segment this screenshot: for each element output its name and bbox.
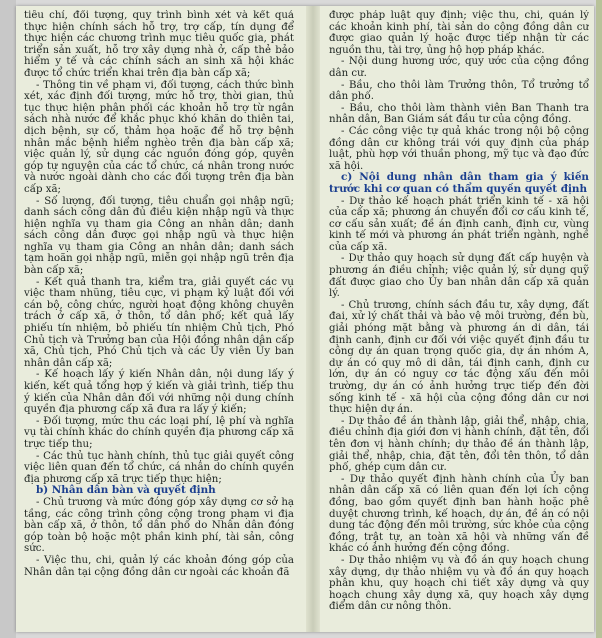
paragraph: - Dự thảo quyết định hành chính của Ủy ban nhân dân cấp xã có liên quan đến lợi ích cộng đồng, bao gồm quyết định ban hành hoặc phê duyệt chương trình, kế hoạch, dự án, đề án có nội dung tác động đến môi trường, sức khỏe của cộng đồng, trật tự, an toàn xã hội và những vấn đề khác có ảnh hưởng đến cộng đồng. [329,473,589,555]
paragraph: - Chủ trương, chính sách đầu tư, xây dựng, đất đai, xử lý chất thải và bảo vệ môi trường, đền bù, giải phóng mặt bằng và phương án di dân, tái định canh, định cư đối với việc quyết định đầu tư công dự án quan trọng quốc gia, dự án nhóm A, dự án có quy mô di dân, tái định canh, định cư lớn, dự án có nguy cơ tác động xấu đến môi trường, dự án có ảnh hưởng trực tiếp đến đời sống kinh tế - xã hội của cộng đồng dân cư nơi thực hiện dự án. [329,299,589,416]
viewer-left-margin [0,0,16,638]
paragraph: - Việc thu, chi, quản lý các khoản đóng góp của Nhân dân tại cộng đồng dân cư ngoài các khoản đã [24,554,294,578]
paragraph: - Bầu, cho thôi làm Trưởng thôn, Tổ trưởng tổ dân phố. [329,79,589,103]
paragraph: - Dự thảo quy hoạch sử dụng đất cấp huyện và phương án điều chỉnh; việc quản lý, sử dụng quỹ đất được giao cho Ủy ban nhân dân cấp xã quản lý. [329,253,589,300]
paragraph: - Số lượng, đối tượng, tiêu chuẩn gọi nhập ngũ; danh sách công dân đủ điều kiện nhập ngũ và thực hiện nghĩa vụ tham gia Công an nhân dân; danh sách công dân được gọi nhập ngũ và thực hiện nghĩa vụ tham gia Công an nhân dân; danh sách tạm hoãn gọi nhập ngũ, miễn gọi nhập ngũ trên địa bàn cấp xã; [24,195,294,277]
paragraph: - Dự thảo nhiệm vụ và đồ án quy hoạch chung xây dựng, dự thảo nhiệm vụ và đồ án quy hoạch phân khu, quy hoạch chi tiết xây dựng và quy hoạch chung xây dựng xã, quy hoạch xây dựng điểm dân cư nông thôn. [329,554,589,613]
paragraph: - Bầu, cho thôi làm thành viên Ban Thanh tra nhân dân, Ban Giám sát đầu tư của cộng đồng. [329,102,589,126]
page-fold [306,6,320,632]
paragraph: tiêu chí, đối tượng, quy trình bình xét và kết quả thực hiện chính sách hỗ trợ, trợ cấp, tín dụng để thực hiện các chương trình mục tiêu quốc gia, phát triển sản xuất, hỗ trợ xây dựng nhà ở, cấp thẻ bảo hiểm y tế và các chính sách an sinh xã hội khác được tổ chức triển khai trên địa bàn cấp xã; [24,10,294,79]
paragraph: - Đối tượng, mức thu các loại phí, lệ phí và nghĩa vụ tài chính khác do chính quyền địa phương cấp xã trực tiếp thu; [24,415,294,450]
paragraph: - Nội dung hương ước, quy ước của cộng đồng dân cư. [329,56,589,79]
section-heading: c) Nội dung nhân dân tham gia ý kiến trước khi cơ quan có thẩm quyền quyết định [329,171,589,195]
paragraph: - Dự thảo kế hoạch phát triển kinh tế - xã hội của cấp xã; phương án chuyển đổi cơ cấu kinh tế, cơ cấu sản xuất; đề án định canh, định cư, vùng kinh tế mới và phương án phát triển ngành, nghề của cấp xã. [329,195,589,253]
paragraph: - Chủ trương và mức đóng góp xây dựng cơ sở hạ tầng, các công trình công cộng trong phạm vi địa bàn cấp xã, ở thôn, tổ dân phố do Nhân dân đóng góp toàn bộ hoặc một phần kinh phí, tài sản, công sức. [24,496,294,555]
paragraph: được pháp luật quy định; việc thu, chi, quản lý các khoản kinh phí, tài sản do cộng đồng dân cư được giao quản lý hoặc được tiếp nhận từ các nguồn thu, tài trợ, ủng hộ hợp pháp khác. [329,10,589,56]
left-column [24,10,294,626]
paragraph: - Thông tin về phạm vi, đối tượng, cách thức bình xét, xác định đối tượng, mức hỗ trợ, thời gian, thủ tục thực hiện phân phối các khoản hỗ trợ từ ngân sách nhà nước để khắc phục khó khăn do thiên tai, dịch bệnh, sự cố, thảm họa hoặc để hỗ trợ bệnh nhân mắc bệnh hiểm nghèo trên địa bàn cấp xã; việc quản lý, sử dụng các nguồn đóng góp, quyên góp tự nguyện của các tổ chức, cá nhân trong nước và nước ngoài dành cho các đối tượng trên địa bàn cấp xã; [24,79,294,195]
paragraph: - Kết quả thanh tra, kiểm tra, giải quyết các vụ việc tham nhũng, tiêu cực, vi phạm kỷ luật đối với cán bộ, công chức, người hoạt động không chuyên trách ở cấp xã, ở thôn, tổ dân phố; kết quả lấy phiếu tín nhiệm, bỏ phiếu tín nhiệm Chủ tịch, Phó Chủ tịch và Trưởng ban của Hội đồng nhân dân cấp xã, Chủ tịch, Phó Chủ tịch và các Ủy viên Ủy ban nhân dân cấp xã; [24,276,294,369]
right-column [329,10,589,626]
scanned-page [16,6,594,632]
paragraph: - Các công việc tự quả khác trong nội bộ cộng đồng dân cư không trái với quy định của pháp luật, phù hợp với thuần phong, mỹ tục và đạo đức xã hội. [329,125,589,172]
section-heading: b) Nhân dân bàn và quyết định [36,484,216,497]
page-edge [596,0,602,638]
paragraph: - Kế hoạch lấy ý kiến Nhân dân, nội dung lấy ý kiến, kết quả tổng hợp ý kiến và giải trình, tiếp thu ý kiến của Nhân dân đối với những nội dung chính quyền địa phương cấp xã đưa ra lấy ý kiến; [24,369,294,416]
paragraph: - Các thủ tục hành chính, thủ tục giải quyết công việc liên quan đến tổ chức, cá nhân do chính quyền địa phương cấp xã trực tiếp thực hiện; [24,450,294,485]
paragraph: - Dự thảo đề án thành lập, giải thể, nhập, chia, điều chỉnh địa giới đơn vị hành chính, đặt tên, đổi tên đơn vị hành chính; dự thảo đề án thành lập, giải thể, nhập, chia, đặt tên, đổi tên thôn, tổ dân phố, ghép cụm dân cư. [329,415,589,474]
